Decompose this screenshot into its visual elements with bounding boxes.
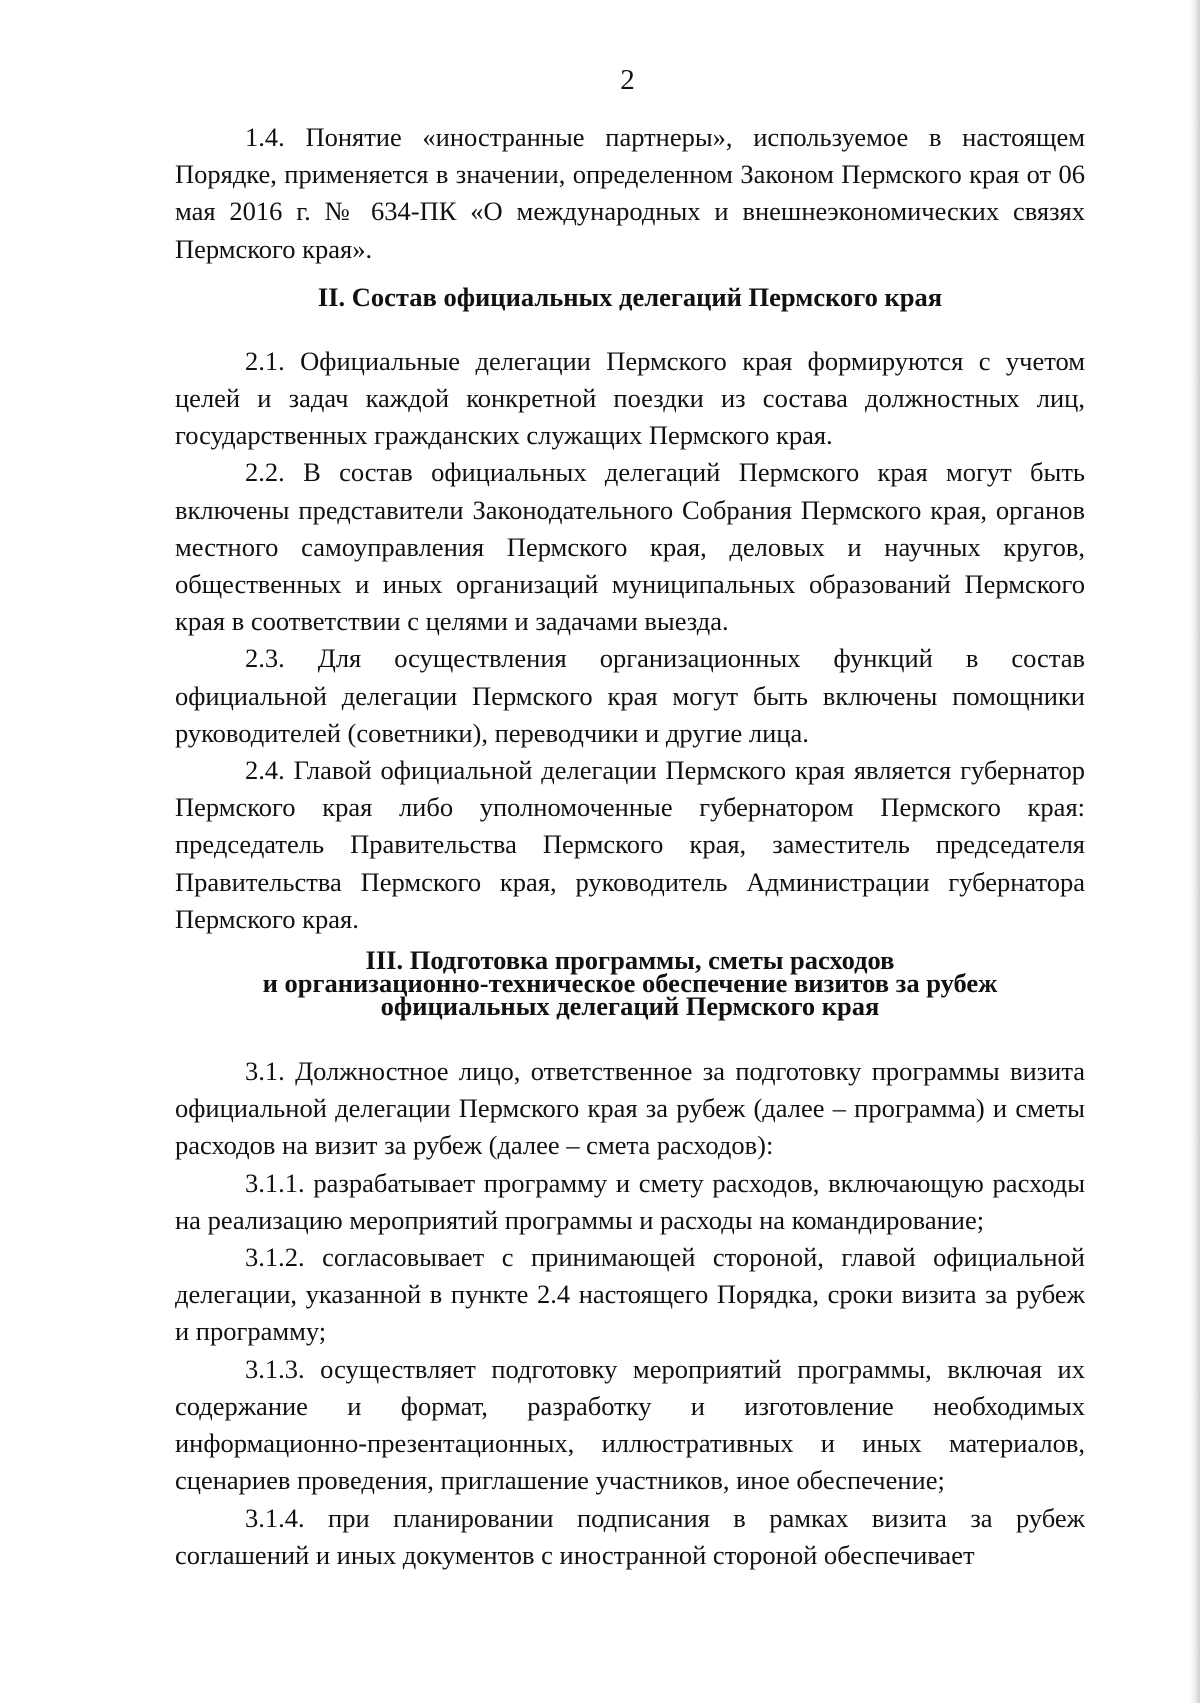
document-body — [175, 119, 1085, 1574]
paragraph-3-1-4: 3.1.4. при планировании подписания в рамках визита за рубеж соглашений и иных документов с иностранной стороной обеспечивает — [175, 1502, 1085, 1570]
section-3-title-line-2: и организационно-техническое обеспечение визитов за рубеж — [262, 968, 998, 999]
paragraph-2-1: 2.1. Официальные делегации Пермского края формируются с учетом целей и задач каждой конкретной поездки из состава должностных лиц, государственных гражданских служащих Пермского края. — [175, 345, 1085, 451]
paragraph-3-1-2: 3.1.2. согласовывает с принимающей стороной, главой официальной делегации, указанной в пункте 2.4 настоящего Порядка, сроки визита за рубеж и программу; — [175, 1242, 1085, 1347]
paragraph-2-2: 2.2. В состав официальных делегаций Пермского края могут быть включены представители Законодательного Собрания Пермского края, органов местного самоуправления Пермского края, деловых и научных кругов, общественных и иных организаций муниципальных образований Пермского края в соответствии с целями и задачами выезда. — [175, 457, 1085, 637]
paragraph-3-1: 3.1. Должностное лицо, ответственное за подготовку программы визита официальной делегации Пермского края за рубеж (далее – программа) и сметы расходов на визит за рубеж (далее – смета расходов): — [175, 1056, 1085, 1161]
section-3-title-line-3: официальных делегаций Пермского края — [380, 991, 880, 1022]
page-number: 2 — [620, 64, 635, 96]
paragraph-3-1-3: 3.1.3. осуществляет подготовку мероприятий программы, включая их содержание и формат, разработку и изготовление необходимых информационно-презентационных, иллюстративных и иных материалов, сценариев проведения, приглашение участников, иное обеспечение; — [175, 1353, 1085, 1496]
paragraph-3-1-1: 3.1.1. разрабатывает программу и смету расходов, включающую расходы на реализацию мероприятий программы и расходы на командирование; — [175, 1167, 1085, 1235]
section-2-title: II. Состав официальных делегаций Пермского края — [317, 281, 943, 312]
paragraph-2-3: 2.3. Для осуществления организационных функций в состав официальной делегации Пермского края могут быть включены помощники руководителей (советники), переводчики и другие лица. — [175, 643, 1085, 748]
paragraph-1-4: 1.4. Понятие «иностранные партнеры», используемое в настоящем Порядке, применяется в значении, определенном Законом Пермского края от 06 мая 2016 г. № 634-ПК «О международных и внешнеэкономических связях Пермского края». — [175, 122, 1085, 264]
page-edge-shadow — [1190, 0, 1200, 1703]
paragraph-2-4: 2.4. Главой официальной делегации Пермского края является губернатор Пермского края либо уполномоченные губернатором Пермского края: председатель Правительства Пермского края, заместитель председателя Правительства Пермского края, руководитель Администрации губернатора Пермского края. — [175, 755, 1085, 934]
section-3-title — [175, 938, 1085, 1053]
section-3-title-line-1: III. Подготовка программы, сметы расходов — [365, 945, 895, 976]
